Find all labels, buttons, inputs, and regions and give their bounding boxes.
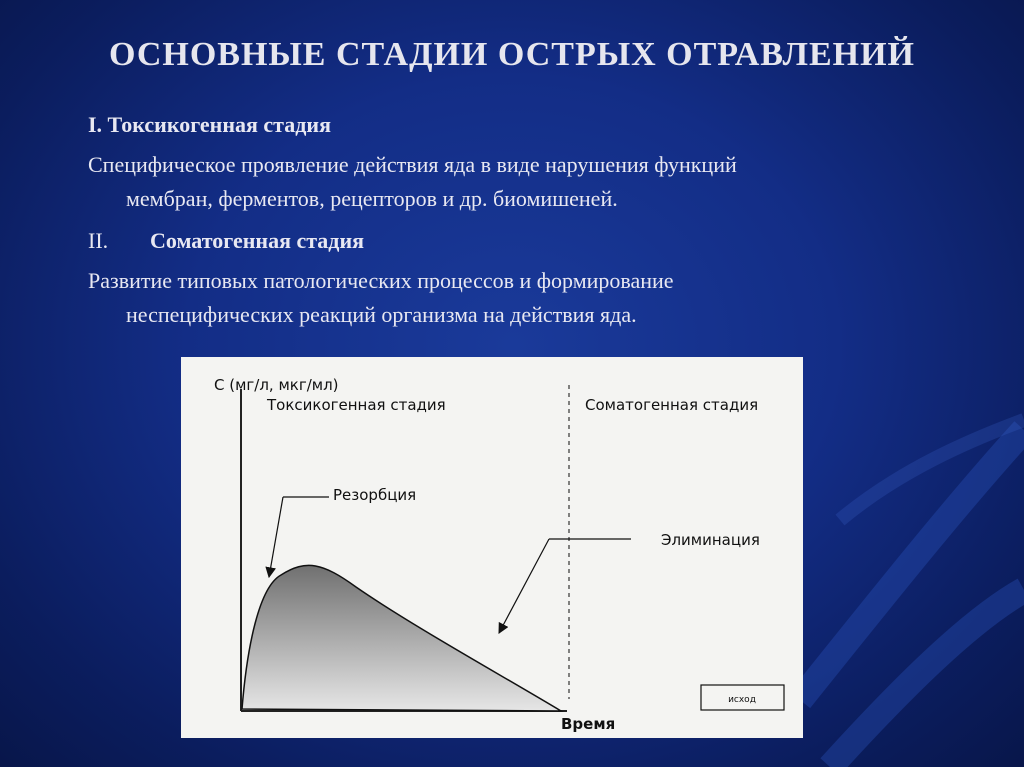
elimination-label: Элиминация — [661, 531, 760, 549]
stage-right-label: Соматогенная стадия — [585, 396, 759, 414]
diagram-svg — [181, 357, 803, 738]
stage1-heading: I. Токсикогенная стадия — [88, 112, 331, 137]
stage1-text-line1: Специфическое проявление действия яда в виде нарушения функций — [88, 152, 737, 177]
elimination-arrow — [499, 539, 549, 633]
resorption-arrow — [269, 497, 283, 577]
stage-left-label: Токсикогенная стадия — [267, 396, 446, 414]
resorption-label: Резорбция — [333, 486, 417, 504]
x-axis-label: Время — [561, 715, 616, 733]
concentration-time-diagram — [181, 357, 803, 738]
concentration-curve — [242, 565, 561, 711]
stage1-text-line2: мембран, ферментов, рецепторов и др. биомишеней. — [126, 186, 618, 211]
y-axis-label: С (мг/л, мкг/мл) — [214, 376, 339, 394]
stage2-heading: Соматогенная стадия — [150, 228, 365, 253]
stage2-number: II. — [88, 228, 109, 253]
slide-title: ОСНОВНЫЕ СТАДИИ ОСТРЫХ ОТРАВЛЕНИЙ — [108, 36, 915, 73]
stage2-text-line2: неспецифических реакций организма на действия яда. — [126, 302, 637, 327]
stage2-heading-row — [88, 224, 948, 258]
outcome-label: исход — [728, 695, 756, 705]
stage2-text-line1: Развитие типовых патологических процессов и формирование — [88, 268, 674, 293]
stage2-description — [88, 264, 948, 332]
stage1-description — [88, 148, 948, 216]
